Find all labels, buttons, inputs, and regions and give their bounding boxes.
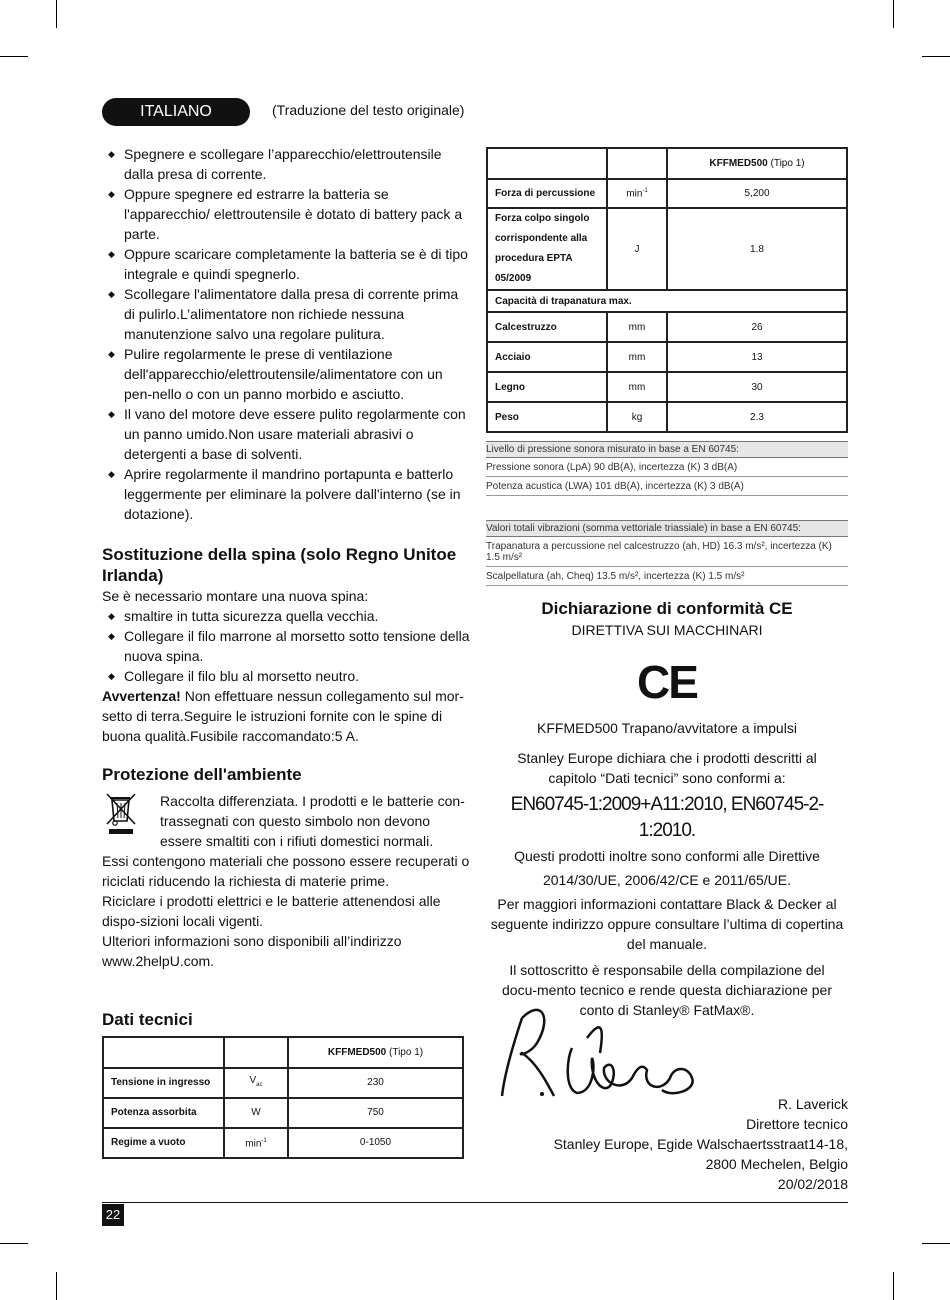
vibration-block bbox=[486, 520, 848, 586]
row-unit: $\min^{-1}$ bbox=[607, 179, 667, 208]
list-item: ◆ Scollegare l'alimentatore dalla presa di corrente prima di pulirlo.L’alimentatore non richiede nessuna manutenzione salvo una regolare pulitura. bbox=[102, 284, 472, 344]
crossed-out-wheelie-bin-icon bbox=[102, 791, 142, 840]
table-row bbox=[103, 1098, 463, 1128]
declaration bbox=[486, 598, 848, 1020]
signatory-address: Stanley Europe, Egide Walschaertsstraat14-18, bbox=[553, 1136, 848, 1152]
plug-list bbox=[102, 606, 472, 686]
model-name: KFFMED500 bbox=[327, 1046, 387, 1058]
row-label: Tensione in ingresso bbox=[103, 1068, 224, 1098]
spec-table bbox=[486, 147, 848, 433]
page-number: 22 bbox=[102, 1204, 124, 1226]
signature bbox=[492, 998, 722, 1108]
plug-heading: Sostituzione della spina (solo Regno Unitoe Irlanda) bbox=[102, 545, 457, 585]
list-item: ◆ Pulire regolarmente le prese di ventilazione dell'apparecchio/elettroutensile/alimentatore con un pen-nello o con un panno morbido e asciutto. bbox=[102, 344, 472, 404]
left-column bbox=[102, 144, 472, 1159]
crop-mark bbox=[922, 56, 950, 57]
row-label: Forza di percussione bbox=[487, 179, 607, 208]
row-label: Forza colpo singolo corrispondente alla procedura EPTA 05/2009 bbox=[487, 208, 607, 290]
footer-rule bbox=[102, 1202, 848, 1203]
list-item: ◆ Collegare il filo blu al morsetto neutro. bbox=[102, 666, 472, 686]
directives: 2014/30/UE, 2006/42/CE e 2011/65/UE. bbox=[542, 872, 792, 888]
row-label: Calcestruzzo bbox=[487, 312, 607, 342]
standards: EN60745-1:2009+A11:2010, EN60745-2-1:2010. bbox=[510, 794, 824, 841]
signatory-name: R. Laverick bbox=[777, 1096, 848, 1112]
environment-heading: Protezione dell'ambiente bbox=[102, 765, 302, 784]
signatory-address: 2800 Mechelen, Belgio bbox=[705, 1156, 848, 1172]
row-value: 1.8 bbox=[667, 208, 847, 290]
row-label: Legno bbox=[487, 372, 607, 402]
row-unit: J bbox=[607, 208, 667, 290]
declaration-title: Dichiarazione di conformità CE bbox=[541, 599, 793, 618]
separate-collection bbox=[102, 791, 472, 851]
plug-intro: Se è necessario montare una nuova spina: bbox=[102, 588, 369, 604]
language-badge: ITALIANO bbox=[102, 98, 250, 126]
warning-text: Non effettuare nessun collegamento sul mor-setto di terra.Seguire le istruzioni fornite con le spine di buona qualità.Fusibile raccomandato:5 A. bbox=[102, 688, 464, 744]
row-value: 30 bbox=[667, 372, 847, 402]
list-item: ◆ Spegnere e scollegare l’apparecchio/elettroutensile dalla presa di corrente. bbox=[102, 144, 472, 184]
row-value: 230 bbox=[288, 1068, 463, 1098]
table-row bbox=[487, 372, 847, 402]
table-row bbox=[487, 312, 847, 342]
table-row bbox=[487, 208, 847, 290]
plug-warning bbox=[102, 686, 472, 746]
capacity-header: Capacità di trapanatura max. bbox=[487, 290, 847, 312]
table-row bbox=[487, 402, 847, 432]
table-row bbox=[487, 342, 847, 372]
crop-mark bbox=[56, 1272, 57, 1300]
right-spec-table-wrap bbox=[486, 147, 848, 433]
translation-note: (Traduzione del testo originale) bbox=[272, 102, 465, 118]
product-line: KFFMED500 Trapano/avvitatore a impulsi bbox=[537, 720, 797, 736]
row-label: Regime a vuoto bbox=[103, 1128, 224, 1158]
noise-block bbox=[486, 441, 848, 496]
row-value: 13 bbox=[667, 342, 847, 372]
row-value: 2.3 bbox=[667, 402, 847, 432]
declaration-statement: Stanley Europe dichiara che i prodotti descritti al capitolo “Dati tecnici” sono conformi a: bbox=[517, 750, 817, 786]
row-unit: $\min^{-1}$ bbox=[224, 1128, 288, 1158]
row-label: Potenza assorbita bbox=[103, 1098, 224, 1128]
vibration-drilling: Trapanatura a percussione nel calcestruzzo (ah, HD) 16.3 m/s², incertezza (K) 1.5 m/s² bbox=[486, 537, 848, 567]
row-unit: mm bbox=[607, 312, 667, 342]
list-item: ◆ Aprire regolarmente il mandrino portapunta e batterlo leggermente per eliminare la polvere dall'interno (se in dotazione). bbox=[102, 464, 472, 524]
separate-collection-text: Raccolta differenziata. I prodotti e le batterie con-trassegnati con questo simbolo non devono essere smaltiti con i rifiuti domestici normali. bbox=[160, 793, 465, 849]
warning-label: Avvertenza! bbox=[102, 688, 181, 704]
list-item: ◆ Il vano del motore deve essere pulito regolarmente con un panno umido.Non usare materiali abrasivi o detergenti a base di solventi. bbox=[102, 404, 472, 464]
crop-mark bbox=[0, 56, 28, 57]
model-type: (Tipo 1) bbox=[389, 1046, 424, 1058]
list-item: ◆ Oppure scaricare completamente la batteria se è di tipo integrale e quindi spegnerlo. bbox=[102, 244, 472, 284]
row-unit: mm bbox=[607, 342, 667, 372]
list-item: ◆ Collegare il filo marrone al morsetto sotto tensione della nuova spina. bbox=[102, 626, 472, 666]
maintenance-list bbox=[102, 144, 472, 524]
crop-mark bbox=[893, 1272, 894, 1300]
model-type: (Tipo 1) bbox=[770, 158, 805, 169]
directives-intro: Questi prodotti inoltre sono conformi alle Direttive bbox=[514, 848, 820, 864]
noise-header: Livello di pressione sonora misurato in base a EN 60745: bbox=[486, 441, 848, 458]
row-value: 750 bbox=[288, 1098, 463, 1128]
vibration-header: Valori totali vibrazioni (somma vettoriale triassiale) in base a EN 60745: bbox=[486, 520, 848, 537]
env-paragraph: Riciclare i prodotti elettrici e le batterie attenendosi alle dispo-sizioni locali vigenti. bbox=[102, 893, 441, 929]
signatory-block bbox=[486, 1094, 848, 1194]
signatory-date: 20/02/2018 bbox=[777, 1176, 848, 1192]
row-label: Acciaio bbox=[487, 342, 607, 372]
row-label: Peso bbox=[487, 402, 607, 432]
tech-data-table bbox=[102, 1036, 464, 1159]
crop-mark bbox=[56, 0, 57, 28]
declaration-subtitle: DIRETTIVA SUI MACCHINARI bbox=[571, 622, 763, 638]
vibration-chiselling: Scalpellatura (ah, Cheq) 13.5 m/s², incertezza (K) 1.5 m/s² bbox=[486, 567, 848, 586]
responsibility: Il sottoscritto è responsabile della compilazione del docu-mento tecnico e rende questa dichiarazione per conto di Stanley® FatMax®. bbox=[502, 962, 832, 1018]
table-row bbox=[103, 1128, 463, 1158]
tech-data-heading: Dati tecnici bbox=[102, 1010, 193, 1029]
row-unit: kg bbox=[607, 402, 667, 432]
crop-mark bbox=[893, 0, 894, 28]
row-value: 0-1050 bbox=[288, 1128, 463, 1158]
row-unit: mm bbox=[607, 372, 667, 402]
row-value: 5,200 bbox=[667, 179, 847, 208]
noise-power: Potenza acustica (LWA) 101 dB(A), incertezza (K) 3 dB(A) bbox=[486, 477, 848, 496]
noise-pressure: Pressione sonora (LpA) 90 dB(A), incertezza (K) 3 dB(A) bbox=[486, 458, 848, 477]
ce-mark-icon: CE bbox=[637, 656, 697, 708]
row-unit: W bbox=[224, 1098, 288, 1128]
row-value: 26 bbox=[667, 312, 847, 342]
crop-mark bbox=[922, 1243, 950, 1244]
table-row bbox=[487, 179, 847, 208]
list-item: ◆ smaltire in tutta sicurezza quella vecchia. bbox=[102, 606, 472, 626]
signatory-role: Direttore tecnico bbox=[746, 1116, 848, 1132]
row-unit: $V_{ac}$ bbox=[224, 1068, 288, 1098]
env-paragraph: Ulteriori informazioni sono disponibili all’indirizzo www.2helpU.com. bbox=[102, 933, 402, 969]
more-info: Per maggiori informazioni contattare Black & Decker al seguente indirizzo oppure consultare l’ultima di copertina del manuale. bbox=[490, 896, 844, 952]
table-row bbox=[487, 290, 847, 312]
table-row bbox=[103, 1068, 463, 1098]
env-paragraph: Essi contengono materiali che possono essere recuperati o riciclati riducendo la richiesta di materie prime. bbox=[102, 853, 470, 889]
model-name: KFFMED500 bbox=[709, 158, 768, 169]
crop-mark bbox=[0, 1243, 28, 1244]
list-item: ◆ Oppure spegnere ed estrarre la batteria se l'apparecchio/ elettroutensile è dotato di battery pack a parte. bbox=[102, 184, 472, 244]
